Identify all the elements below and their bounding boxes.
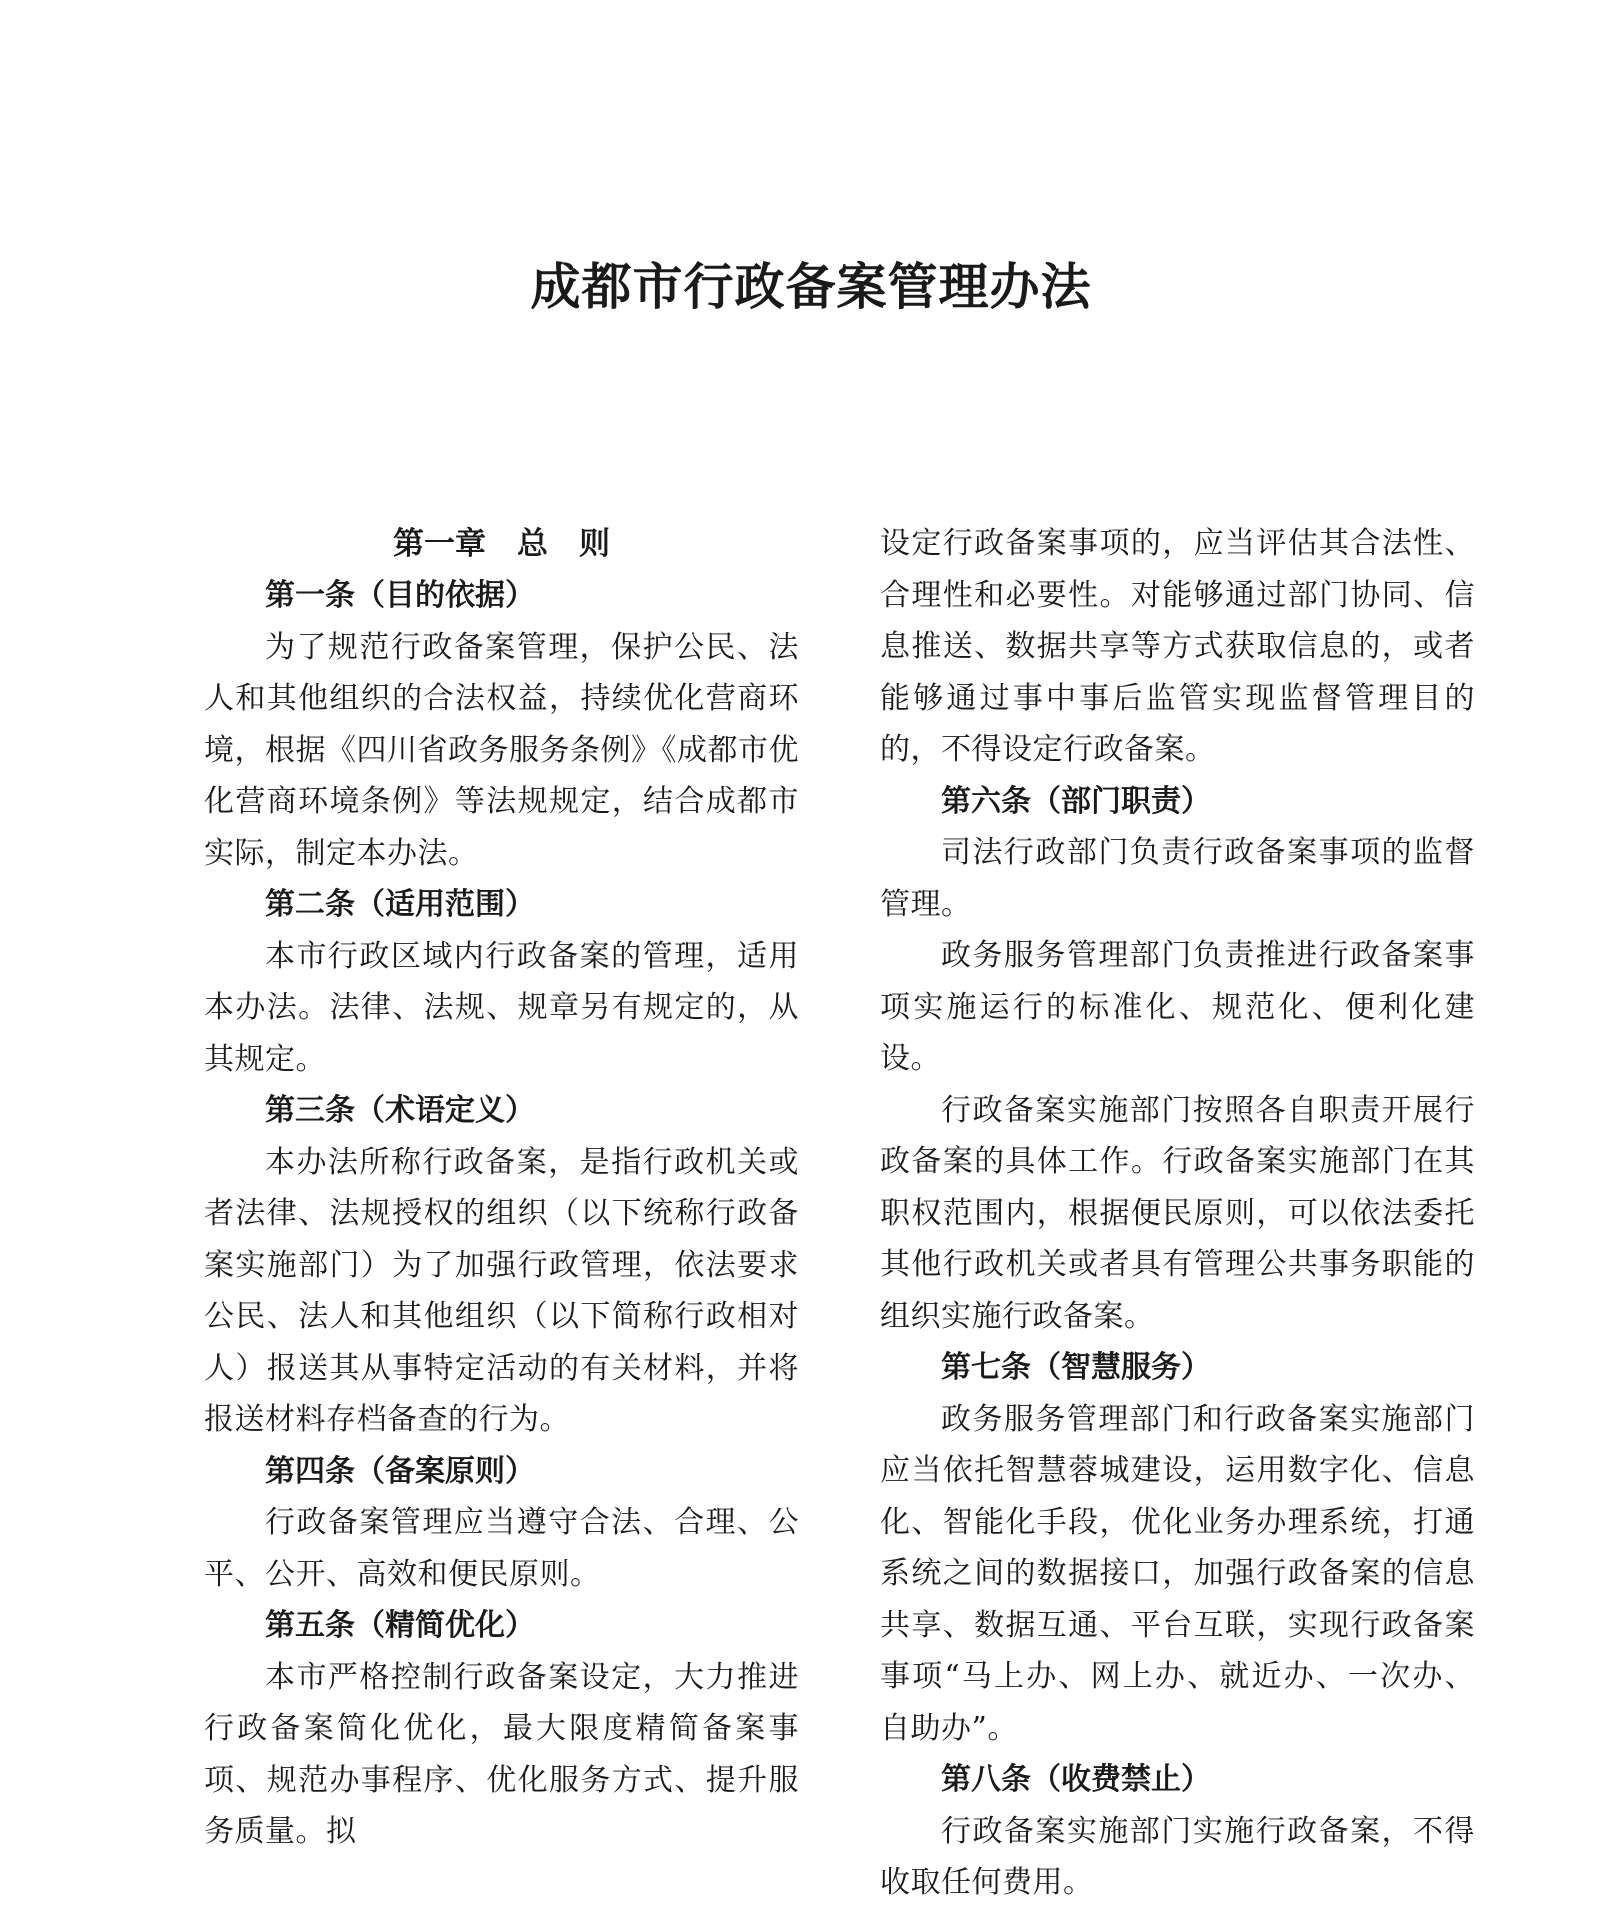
left-column bbox=[204, 518, 799, 1858]
article-2-body: 本市行政区域内行政备案的管理，适用本办法。法律、法规、规章另有规定的，从其规定。 bbox=[204, 938, 799, 1077]
right-column bbox=[880, 518, 1475, 1909]
article-6-body-3: 行政备案实施部门按照各自职责开展行政备案的具体工作。行政备案实施部门在其职权范围内，根据便民原则，可以依法委托其他行政机关或者具有管理公共事务职能的组织实施行政备案。 bbox=[880, 1092, 1475, 1334]
article-7-body: 政务服务管理部门和行政备案实施部门应当依托智慧蓉城建设，运用数字化、信息化、智能化手段，优化业务办理系统，打通系统之间的数据接口，加强行政备案的信息共享、数据互通、平台互联，实现行政备案事项“马上办、网上办、就近办、一次办、自助办”。 bbox=[880, 1401, 1475, 1746]
article-8-body: 行政备案实施部门实施行政备案，不得收取任何费用。 bbox=[880, 1813, 1475, 1900]
page-title: 成都市行政备案管理办法 bbox=[530, 257, 1092, 316]
article-4-heading: 第四条（备案原则） bbox=[265, 1453, 535, 1489]
article-6-body-1: 司法行政部门负责行政备案事项的监督管理。 bbox=[880, 835, 1475, 922]
article-5-body-continued: 设定行政备案事项的，应当评估其合法性、合理性和必要性。对能够通过部门协同、信息推送、数据共享等方式获取信息的，或者能够通过事中事后监管实现监督管理目的的，不得设定行政备案。 bbox=[880, 526, 1475, 767]
article-7-heading: 第七条（智慧服务） bbox=[941, 1350, 1211, 1385]
chapter-heading: 第一章 总 则 bbox=[393, 526, 610, 562]
article-4-body: 行政备案管理应当遵守合法、合理、公平、公开、高效和便民原则。 bbox=[204, 1505, 799, 1592]
article-6-heading: 第六条（部门职责） bbox=[941, 783, 1211, 819]
article-3-heading: 第三条（术语定义） bbox=[265, 1093, 535, 1128]
article-2-heading: 第二条（适用范围） bbox=[265, 887, 535, 922]
article-5-body: 本市严格控制行政备案设定，大力推进行政备案简化优化，最大限度精简备案事项、规范办事程序、优化服务方式、提升服务质量。拟 bbox=[204, 1659, 799, 1849]
article-8-heading: 第八条（收费禁止） bbox=[941, 1762, 1211, 1797]
article-3-body: 本办法所称行政备案，是指行政机关或者法律、法规授权的组织（以下统称行政备案实施部门）为了加强行政管理，依法要求公民、法人和其他组织（以下简称行政相对人）报送其从事特定活动的有关材料，并将报送材料存档备查的行为。 bbox=[204, 1144, 799, 1437]
article-6-body-2: 政务服务管理部门负责推进行政备案事项实施运行的标准化、规范化、便利化建设。 bbox=[880, 938, 1475, 1076]
article-1-heading: 第一条（目的依据） bbox=[265, 578, 535, 613]
article-5-heading: 第五条（精简优化） bbox=[265, 1608, 535, 1643]
article-1-body: 为了规范行政备案管理，保护公民、法人和其他组织的合法权益，持续优化营商环境，根据《四川省政务服务条例》《成都市优化营商环境条例》等法规规定，结合成都市实际，制定本办法。 bbox=[204, 629, 799, 871]
